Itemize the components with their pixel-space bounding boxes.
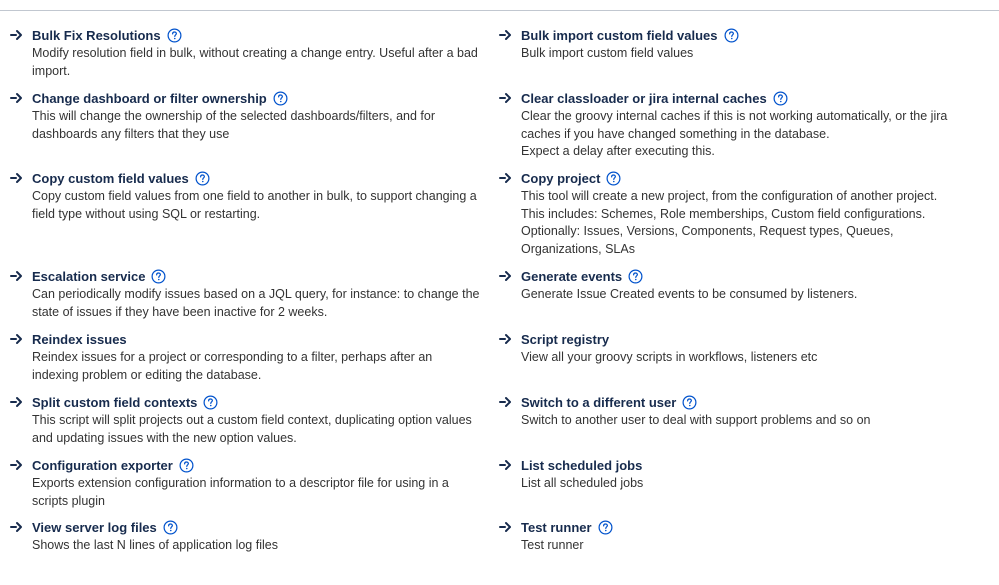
tool-description-line: This script will split projects out a custom field context, duplicating option values <box>32 413 472 427</box>
double-chevron-right-icon <box>499 520 513 534</box>
double-chevron-right-icon <box>10 458 24 472</box>
tool-title[interactable] <box>521 90 788 107</box>
tool-title-text[interactable]: Generate events <box>521 269 623 284</box>
tool-description-line: This includes: Schemes, Role memberships, Custom field configurations. <box>521 206 926 221</box>
tool-title-text[interactable]: View server log files <box>32 520 157 535</box>
tool-description-line: indexing problem or editing the database. <box>32 367 262 382</box>
tool-title-text[interactable]: Switch to a different user <box>521 395 677 410</box>
double-chevron-right-icon <box>499 395 513 409</box>
tool-title-text[interactable]: List scheduled jobs <box>521 458 643 473</box>
tool-description-line: state of issues if they have been inactive for 2 weeks. <box>32 304 328 319</box>
tool-description <box>32 286 479 321</box>
question-circle-icon[interactable] <box>203 395 218 410</box>
tool-title-text[interactable]: Copy custom field values <box>32 171 189 186</box>
double-chevron-right-icon <box>10 269 24 283</box>
double-chevron-right-icon <box>499 91 513 105</box>
double-chevron-right-icon <box>10 395 24 409</box>
tool-description <box>521 188 937 258</box>
tool-title-text[interactable]: Bulk import custom field values <box>521 28 718 43</box>
tool-description-line: scripts plugin <box>32 493 105 508</box>
tool-description-line: dashboards any filters that they use <box>32 126 230 141</box>
tool-title-text[interactable]: Reindex issues <box>32 332 127 347</box>
tool-title[interactable] <box>521 331 609 348</box>
question-circle-icon[interactable] <box>179 458 194 473</box>
tool-title-text[interactable]: Copy project <box>521 171 601 186</box>
tool-title[interactable] <box>521 170 621 187</box>
tool-title[interactable] <box>32 519 178 536</box>
tool-description-line: Copy custom field values from one field to another in bulk, to support changing a <box>32 189 477 203</box>
tool-title[interactable] <box>32 331 127 348</box>
question-circle-icon[interactable] <box>273 91 288 106</box>
tool-description <box>32 475 449 510</box>
tool-description-line: import. <box>32 63 71 78</box>
tool-description <box>32 537 278 555</box>
tool-title[interactable] <box>521 519 613 536</box>
double-chevron-right-icon <box>10 332 24 346</box>
tool-title-text[interactable]: Clear classloader or jira internal caches <box>521 91 767 106</box>
question-circle-icon[interactable] <box>606 171 621 186</box>
double-chevron-right-icon <box>499 28 513 42</box>
tool-description <box>521 108 947 161</box>
tool-description <box>521 286 857 304</box>
tool-description <box>521 475 643 493</box>
tool-description-line: Switch to another user to deal with support problems and so on <box>521 413 871 427</box>
question-circle-icon[interactable] <box>151 269 166 284</box>
tool-description-line: This tool will create a new project, from the configuration of another project. <box>521 189 938 203</box>
top-divider <box>0 10 999 11</box>
tool-title-text[interactable]: Bulk Fix Resolutions <box>32 28 161 43</box>
tool-title[interactable] <box>521 457 642 474</box>
tool-description-line: This will change the ownership of the selected dashboards/filters, and for <box>32 109 436 123</box>
question-circle-icon[interactable] <box>724 28 739 43</box>
tool-description-line: Clear the groovy internal caches if this is not working automatically, or the jira <box>521 109 948 123</box>
tool-title-text[interactable]: Split custom field contexts <box>32 395 198 410</box>
tool-description-line: Organizations, SLAs <box>521 241 635 256</box>
tool-description-line: Bulk import custom field values <box>521 46 694 60</box>
tool-description-line: field type without using SQL or restarting. <box>32 206 261 221</box>
tool-title-text[interactable]: Script registry <box>521 332 610 347</box>
tool-description-line: Generate Issue Created events to be consumed by listeners. <box>521 287 858 301</box>
tool-description-line: and updating issues with the new option values. <box>32 430 297 445</box>
tool-title[interactable] <box>32 268 166 285</box>
tool-title-text[interactable]: Test runner <box>521 520 592 535</box>
question-circle-icon[interactable] <box>773 91 788 106</box>
tool-title[interactable] <box>521 27 739 44</box>
tool-description-line: View all your groovy scripts in workflows, listeners etc <box>521 350 818 364</box>
question-circle-icon[interactable] <box>195 171 210 186</box>
tool-description <box>521 45 693 63</box>
tool-title[interactable] <box>521 394 697 411</box>
tool-title[interactable] <box>32 27 182 44</box>
tool-description <box>32 108 435 143</box>
tool-description <box>521 349 817 367</box>
question-circle-icon[interactable] <box>167 28 182 43</box>
tool-description <box>521 412 871 430</box>
tool-description-line: caches if you have changed something in the database. <box>521 126 830 141</box>
tool-description-line: List all scheduled jobs <box>521 476 644 490</box>
tool-description <box>32 188 477 223</box>
double-chevron-right-icon <box>499 332 513 346</box>
tool-description <box>32 349 432 384</box>
tool-description <box>521 537 584 555</box>
tool-title[interactable] <box>32 170 210 187</box>
tool-title-text[interactable]: Escalation service <box>32 269 146 284</box>
tool-title[interactable] <box>32 394 218 411</box>
tool-description-line: Shows the last N lines of application log files <box>32 538 278 552</box>
tool-description <box>32 412 472 447</box>
double-chevron-right-icon <box>499 458 513 472</box>
double-chevron-right-icon <box>10 91 24 105</box>
tool-description-line: Modify resolution field in bulk, without creating a change entry. Useful after a bad <box>32 46 478 60</box>
question-circle-icon[interactable] <box>598 520 613 535</box>
question-circle-icon[interactable] <box>682 395 697 410</box>
tool-description-line: Test runner <box>521 538 584 552</box>
question-circle-icon[interactable] <box>628 269 643 284</box>
question-circle-icon[interactable] <box>163 520 178 535</box>
tool-description <box>32 45 478 80</box>
tool-title[interactable] <box>32 90 288 107</box>
double-chevron-right-icon <box>10 171 24 185</box>
tool-description-line: Can periodically modify issues based on a JQL query, for instance: to change the <box>32 287 480 301</box>
tool-description-line: Optionally: Issues, Versions, Components, Request types, Queues, <box>521 224 894 238</box>
tool-title-text[interactable]: Configuration exporter <box>32 458 173 473</box>
double-chevron-right-icon <box>10 28 24 42</box>
double-chevron-right-icon <box>499 269 513 283</box>
tool-description-line: Exports extension configuration information to a descriptor file for using in a <box>32 476 449 490</box>
tool-title-text[interactable]: Change dashboard or filter ownership <box>32 91 267 106</box>
tool-description-line: Expect a delay after executing this. <box>521 144 715 158</box>
double-chevron-right-icon <box>10 520 24 534</box>
tool-title[interactable] <box>521 268 643 285</box>
tool-title[interactable] <box>32 457 194 474</box>
tool-description-line: Reindex issues for a project or corresponding to a filter, perhaps after an <box>32 350 433 364</box>
double-chevron-right-icon <box>499 171 513 185</box>
